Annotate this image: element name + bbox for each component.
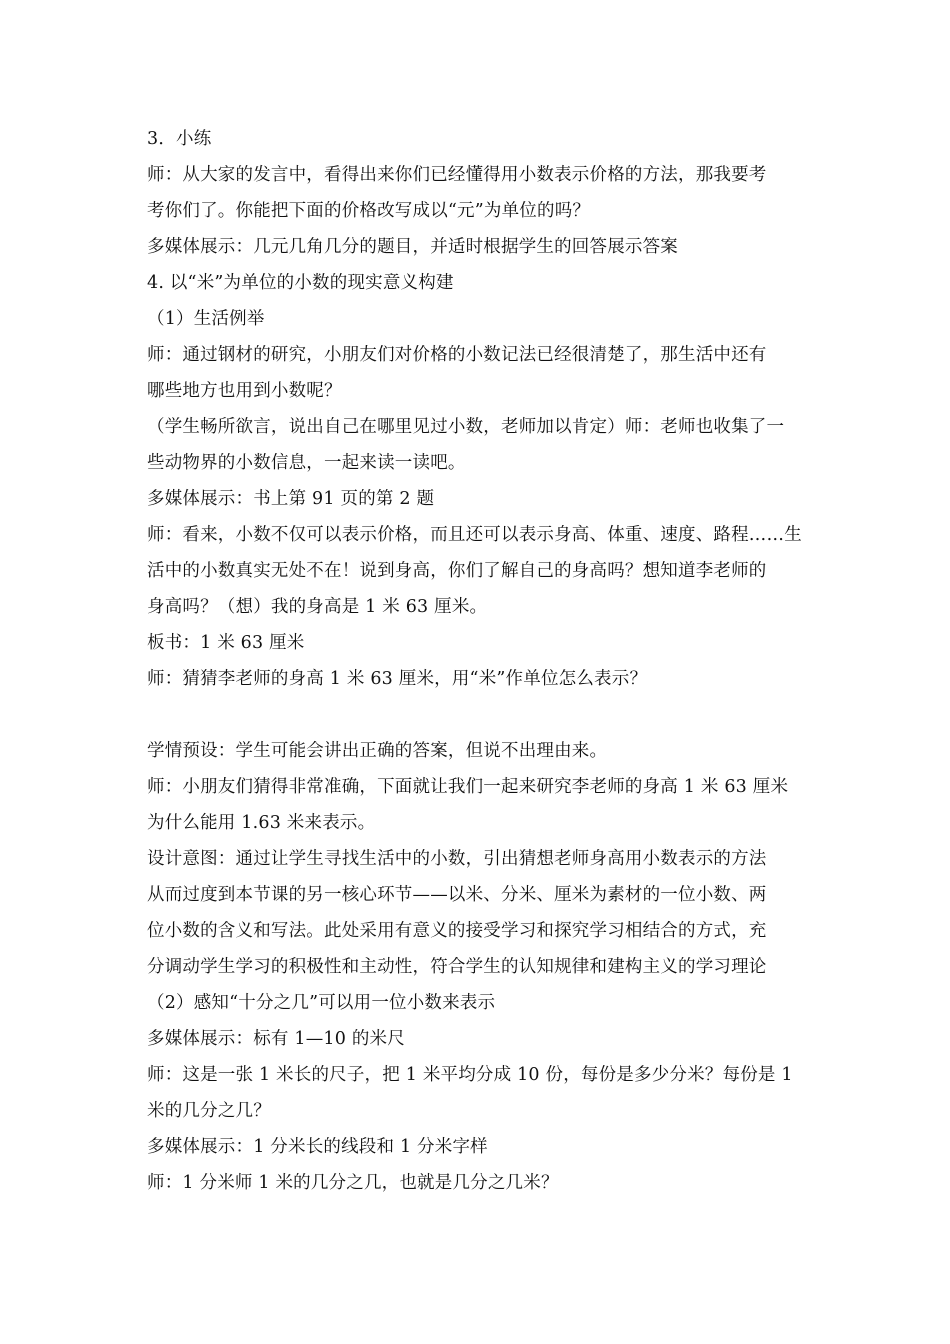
paragraph-line: 多媒体展示：标有 1—10 的米尺	[147, 1029, 405, 1049]
paragraph-line: 多媒体展示：1 分米长的线段和 1 分米字样	[147, 1137, 488, 1157]
paragraph-line: 些动物界的小数信息，一起来读一读吧。	[147, 453, 466, 473]
paragraph-line: 多媒体展示：几元几角几分的题目，并适时根据学生的回答展示答案	[147, 237, 678, 257]
paragraph-line: 设计意图：通过让学生寻找生活中的小数，引出猜想老师身高用小数表示的方法	[147, 849, 767, 869]
blank-line	[147, 697, 812, 733]
paragraph-line: 位小数的含义和写法。此处采用有意义的接受学习和探究学习相结合的方式，充	[147, 921, 767, 941]
paragraph-line: 师：通过钢材的研究，小朋友们对价格的小数记法已经很清楚了，那生活中还有	[147, 345, 767, 365]
paragraph-line: 为什么能用 1.63 米来表示。	[147, 813, 376, 833]
section-heading: 4. 以“米”为单位的小数的现实意义构建	[147, 273, 454, 293]
document-page	[147, 121, 812, 1201]
paragraph-line: 米的几分之几？	[147, 1101, 271, 1121]
paragraph-line: 板书：1 米 63 厘米	[147, 633, 305, 653]
subsection-heading: （1）生活例举	[147, 309, 265, 329]
paragraph-line: 哪些地方也用到小数呢？	[147, 381, 342, 401]
paragraph-line: 活中的小数真实无处不在！说到身高，你们了解自己的身高吗？想知道李老师的	[147, 561, 767, 581]
paragraph-line: 师：看来，小数不仅可以表示价格，而且还可以表示身高、体重、速度、路程……生	[147, 525, 802, 545]
paragraph-line: 身高吗？（想）我的身高是 1 米 63 厘米。	[147, 597, 488, 617]
paragraph-line: 师：这是一张 1 米长的尺子，把 1 米平均分成 10 份，每份是多少分米？每份是 1	[147, 1065, 793, 1085]
paragraph-line: 师：猜猜李老师的身高 1 米 63 厘米，用“米”作单位怎么表示？	[147, 669, 648, 689]
paragraph-line: 分调动学生学习的积极性和主动性，符合学生的认知规律和建构主义的学习理论	[147, 957, 767, 977]
paragraph-line: 考你们了。你能把下面的价格改写成以“元”为单位的吗？	[147, 201, 591, 221]
paragraph-line: 师：1 分米师 1 米的几分之几，也就是几分之几米？	[147, 1173, 559, 1193]
paragraph-line: 师：从大家的发言中，看得出来你们已经懂得用小数表示价格的方法，那我要考	[147, 165, 767, 185]
paragraph-line: （学生畅所欲言，说出自己在哪里见过小数，老师加以肯定）师：老师也收集了一	[147, 417, 785, 437]
paragraph-line: 学情预设：学生可能会讲出正确的答案，但说不出理由来。	[147, 741, 608, 761]
paragraph-line: 从而过度到本节课的另一核心环节——以米、分米、厘米为素材的一位小数、两	[147, 885, 767, 905]
paragraph-line: 多媒体展示：书上第 91 页的第 2 题	[147, 489, 435, 509]
section-heading: 3．小练	[147, 129, 212, 149]
subsection-heading: （2）感知“十分之几”可以用一位小数来表示	[147, 993, 496, 1013]
paragraph-line: 师：小朋友们猜得非常准确，下面就让我们一起来研究李老师的身高 1 米 63 厘米	[147, 777, 789, 797]
